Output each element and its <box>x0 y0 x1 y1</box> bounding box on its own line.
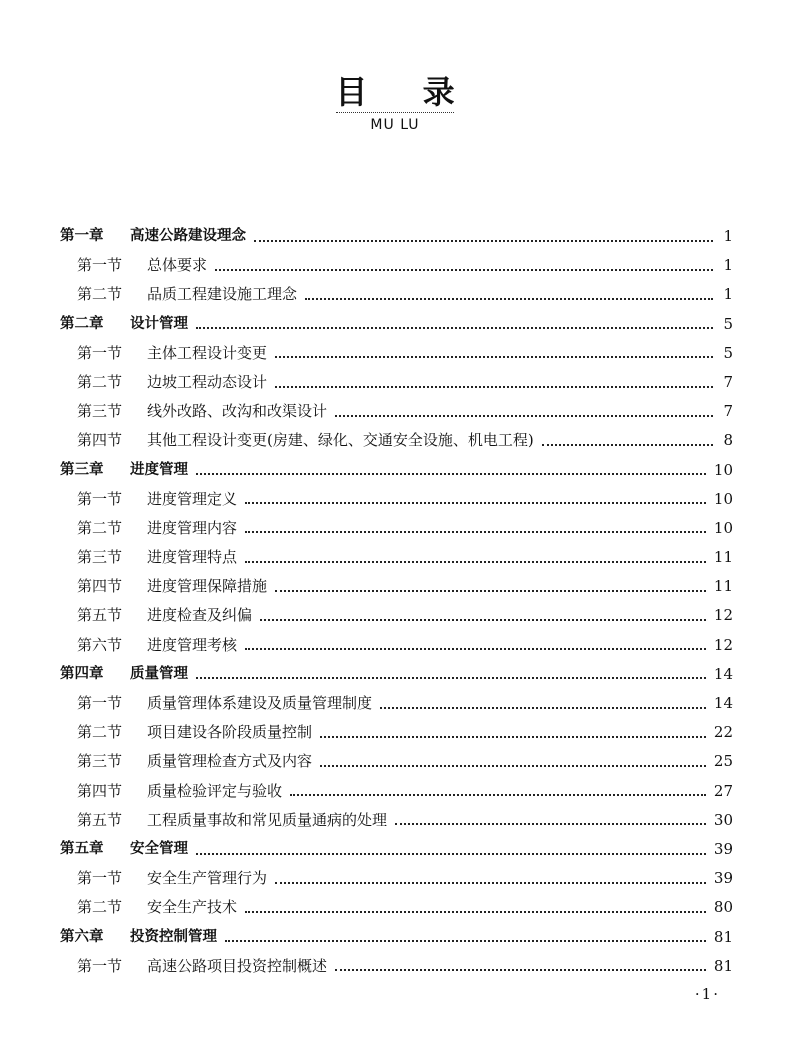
toc-chapter-row[interactable] <box>0 456 790 485</box>
toc-page-number: 25 <box>713 752 733 771</box>
toc-dot-leader <box>245 502 706 504</box>
toc-entry-title: 高速公路建设理念 <box>130 228 246 244</box>
toc-entry-number: 第一节 <box>77 694 123 712</box>
toc-dot-leader <box>335 969 706 971</box>
toc-dot-leader <box>290 794 706 796</box>
toc-page-number: 39 <box>713 839 733 858</box>
toc-section-row[interactable] <box>0 689 790 718</box>
toc-dot-leader <box>305 298 713 300</box>
toc-entry-number: 第二节 <box>77 285 123 304</box>
toc-page-number: 10 <box>713 489 733 508</box>
toc-page-number: 39 <box>713 869 733 888</box>
toc-chapter-row[interactable] <box>0 660 790 689</box>
toc-page-number: 27 <box>713 781 733 800</box>
toc-dot-leader <box>196 473 706 475</box>
toc-page-number: 1 <box>723 256 733 275</box>
toc-dot-leader <box>196 677 706 679</box>
toc-entry-title: 进度管理考核 <box>147 635 238 654</box>
toc-page-number: 12 <box>713 606 733 625</box>
toc-entry-number: 第三节 <box>77 752 123 771</box>
toc-entry-title: 高速公路项目投资控制概述 <box>147 956 328 975</box>
toc-dot-leader <box>320 736 706 738</box>
toc-entry-title: 其他工程设计变更(房建、绿化、交通安全设施、机电工程) <box>147 431 534 450</box>
toc-page-number: 80 <box>713 898 733 917</box>
toc-page-number: 10 <box>713 460 733 479</box>
toc-entry-number: 第二章 <box>60 315 104 332</box>
toc-section-row[interactable] <box>0 631 790 660</box>
toc-page-number: 12 <box>713 635 733 654</box>
toc-dot-leader <box>254 240 713 242</box>
toc-entry-number: 第一节 <box>77 489 123 508</box>
toc-section-row[interactable] <box>0 893 790 922</box>
toc-page-number: 1 <box>723 227 733 245</box>
toc-entry-number: 第一节 <box>77 869 123 888</box>
toc-section-row[interactable] <box>0 543 790 572</box>
toc-page-number: 7 <box>723 372 733 391</box>
toc-dot-leader <box>335 415 713 417</box>
toc-dot-leader <box>275 882 706 884</box>
toc-section-row[interactable] <box>0 718 790 747</box>
toc-page-number: 11 <box>713 577 733 596</box>
toc-dot-leader <box>395 823 706 825</box>
toc-entry-number: 第一章 <box>60 228 104 244</box>
toc-entry-number: 第三节 <box>77 402 123 421</box>
toc-section-row[interactable] <box>0 572 790 601</box>
toc-page-number: 81 <box>713 956 733 975</box>
toc-entry-title: 工程质量事故和常见质量通病的处理 <box>147 810 388 829</box>
toc-entry-title: 质量管理体系建设及质量管理制度 <box>147 694 373 712</box>
toc-section-row[interactable] <box>0 952 790 981</box>
toc-section-row[interactable] <box>0 368 790 397</box>
toc-chapter-row[interactable] <box>0 222 790 251</box>
toc-section-row[interactable] <box>0 426 790 455</box>
toc-section-row[interactable] <box>0 747 790 776</box>
toc-chapter-row[interactable] <box>0 923 790 952</box>
toc-page-number: 30 <box>713 810 733 829</box>
title-dotted-rule <box>336 112 454 113</box>
toc-dot-leader <box>542 444 713 446</box>
toc-entry-title: 进度管理内容 <box>147 518 238 537</box>
toc-page-number: 11 <box>713 548 733 567</box>
toc-entry-number: 第六节 <box>77 635 123 654</box>
page-subtitle: MU LU <box>370 117 420 133</box>
toc-page-number: 14 <box>713 664 733 683</box>
table-of-contents <box>0 222 790 981</box>
toc-entry-title: 进度管理保障措施 <box>147 577 268 596</box>
toc-entry-number: 第三节 <box>77 548 123 567</box>
toc-page-number: 10 <box>713 518 733 537</box>
toc-entry-title: 项目建设各阶段质量控制 <box>147 723 313 742</box>
toc-page-number: 14 <box>713 694 733 712</box>
toc-dot-leader <box>380 707 706 709</box>
toc-dot-leader <box>245 531 706 533</box>
toc-section-row[interactable] <box>0 397 790 426</box>
toc-dot-leader <box>215 269 713 271</box>
toc-entry-number: 第四节 <box>77 431 123 450</box>
toc-entry-title: 品质工程建设施工理念 <box>147 285 298 304</box>
toc-section-row[interactable] <box>0 601 790 630</box>
page-title: 目 录 <box>335 73 477 111</box>
toc-entry-title: 总体要求 <box>147 256 208 275</box>
toc-section-row[interactable] <box>0 514 790 543</box>
toc-section-row[interactable] <box>0 339 790 368</box>
toc-dot-leader <box>245 561 706 563</box>
toc-entry-number: 第一节 <box>77 343 123 362</box>
toc-section-row[interactable] <box>0 864 790 893</box>
toc-entry-title: 进度管理特点 <box>147 548 238 567</box>
toc-entry-number: 第二节 <box>77 518 123 537</box>
toc-page-number: 5 <box>723 343 733 362</box>
toc-page-number: 81 <box>713 927 733 946</box>
toc-entry-number: 第二节 <box>77 723 123 742</box>
toc-page-number: 1 <box>723 285 733 304</box>
toc-entry-number: 第二节 <box>77 372 123 391</box>
toc-entry-title: 安全管理 <box>130 840 188 857</box>
toc-chapter-row[interactable] <box>0 835 790 864</box>
toc-entry-title: 边坡工程动态设计 <box>147 372 268 391</box>
toc-entry-title: 线外改路、改沟和改渠设计 <box>147 402 328 421</box>
toc-entry-number: 第五章 <box>60 840 104 857</box>
toc-dot-leader <box>245 648 706 650</box>
page-folio: ·1· <box>694 985 720 1003</box>
toc-dot-leader <box>245 911 706 913</box>
toc-entry-title: 主体工程设计变更 <box>147 343 268 362</box>
toc-page-number: 7 <box>723 402 733 421</box>
toc-entry-number: 第三章 <box>60 461 104 478</box>
toc-dot-leader <box>196 327 713 329</box>
toc-page-number: 8 <box>723 431 733 450</box>
toc-section-row[interactable] <box>0 777 790 806</box>
toc-entry-title: 安全生产技术 <box>147 898 238 917</box>
toc-entry-title: 进度检查及纠偏 <box>147 606 253 625</box>
toc-entry-title: 进度管理 <box>130 461 188 478</box>
toc-chapter-row[interactable] <box>0 310 790 339</box>
toc-dot-leader <box>260 619 706 621</box>
toc-entry-title: 质量管理检查方式及内容 <box>147 752 313 771</box>
toc-dot-leader <box>320 765 706 767</box>
toc-entry-number: 第六章 <box>60 928 104 945</box>
toc-entry-number: 第一节 <box>77 256 123 275</box>
toc-dot-leader <box>225 940 706 942</box>
toc-dot-leader <box>275 356 713 358</box>
toc-section-row[interactable] <box>0 280 790 309</box>
toc-dot-leader <box>275 590 706 592</box>
toc-entry-title: 设计管理 <box>130 315 188 332</box>
toc-entry-number: 第五节 <box>77 810 123 829</box>
toc-page-number: 5 <box>723 314 733 333</box>
toc-entry-title: 进度管理定义 <box>147 489 238 508</box>
toc-entry-number: 第四节 <box>77 577 123 596</box>
toc-dot-leader <box>196 853 706 855</box>
toc-entry-title: 质量检验评定与验收 <box>147 781 283 800</box>
toc-entry-number: 第二节 <box>77 898 123 917</box>
toc-entry-title: 质量管理 <box>130 665 188 682</box>
toc-entry-number: 第四章 <box>60 665 104 682</box>
toc-entry-number: 第四节 <box>77 781 123 800</box>
toc-entry-number: 第五节 <box>77 606 123 625</box>
toc-dot-leader <box>275 386 713 388</box>
toc-section-row[interactable] <box>0 485 790 514</box>
title-block <box>0 72 790 133</box>
toc-section-row[interactable] <box>0 251 790 280</box>
toc-entry-number: 第一节 <box>77 956 123 975</box>
toc-page-number: 22 <box>713 723 733 742</box>
toc-section-row[interactable] <box>0 806 790 835</box>
toc-entry-title: 安全生产管理行为 <box>147 869 268 888</box>
toc-entry-title: 投资控制管理 <box>130 928 217 945</box>
